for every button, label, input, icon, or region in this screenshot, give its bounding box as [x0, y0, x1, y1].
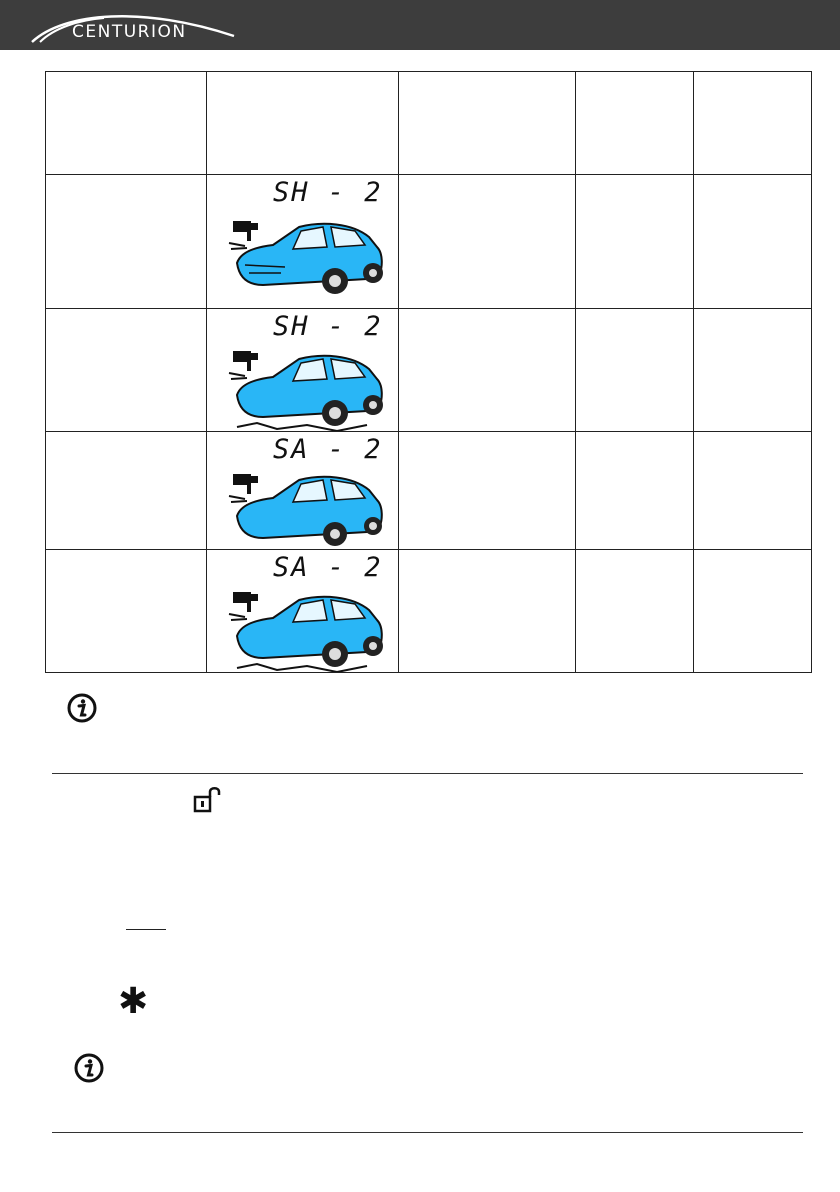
table-cell — [46, 72, 207, 175]
car-icon — [227, 588, 387, 673]
lcd-display-text: SH - 2 — [273, 311, 383, 342]
table-cell — [46, 550, 207, 673]
logo-text: CENTURION — [72, 22, 187, 42]
data-table — [45, 71, 812, 673]
table-cell — [694, 72, 812, 175]
header-bar — [0, 0, 840, 50]
table-cell — [46, 309, 207, 432]
blank-underline — [126, 929, 166, 930]
image-cell — [207, 432, 399, 550]
table-cell — [576, 432, 694, 550]
lcd-display-text: SA - 2 — [273, 552, 383, 583]
divider — [52, 1132, 803, 1133]
table-cell — [694, 309, 812, 432]
divider — [52, 773, 803, 774]
table-row — [46, 309, 812, 432]
table-cell — [399, 309, 576, 432]
info-icon — [67, 693, 97, 723]
table-cell — [399, 432, 576, 550]
table-cell — [207, 72, 399, 175]
car-icon — [227, 470, 387, 550]
car-icon — [227, 347, 387, 432]
table-header-row — [46, 72, 812, 175]
image-cell — [207, 175, 399, 309]
lcd-display-text: SA - 2 — [273, 434, 383, 465]
table-row — [46, 175, 812, 309]
table-cell — [576, 72, 694, 175]
lcd-display-text: SH - 2 — [273, 177, 383, 208]
table-cell — [576, 309, 694, 432]
table-cell — [46, 175, 207, 309]
table-row — [46, 432, 812, 550]
table-cell — [399, 72, 576, 175]
table-cell — [576, 550, 694, 673]
table-cell — [399, 550, 576, 673]
table-cell — [576, 175, 694, 309]
table-row — [46, 550, 812, 673]
table-cell — [694, 432, 812, 550]
image-cell — [207, 550, 399, 673]
unlock-icon — [193, 786, 223, 814]
image-cell — [207, 309, 399, 432]
table-cell — [399, 175, 576, 309]
table-cell — [694, 550, 812, 673]
info-icon — [74, 1053, 104, 1083]
car-icon — [227, 213, 387, 303]
table-cell — [694, 175, 812, 309]
hammer-icon — [233, 221, 251, 232]
table-cell — [46, 432, 207, 550]
asterisk-icon: ✱ — [118, 981, 149, 1022]
